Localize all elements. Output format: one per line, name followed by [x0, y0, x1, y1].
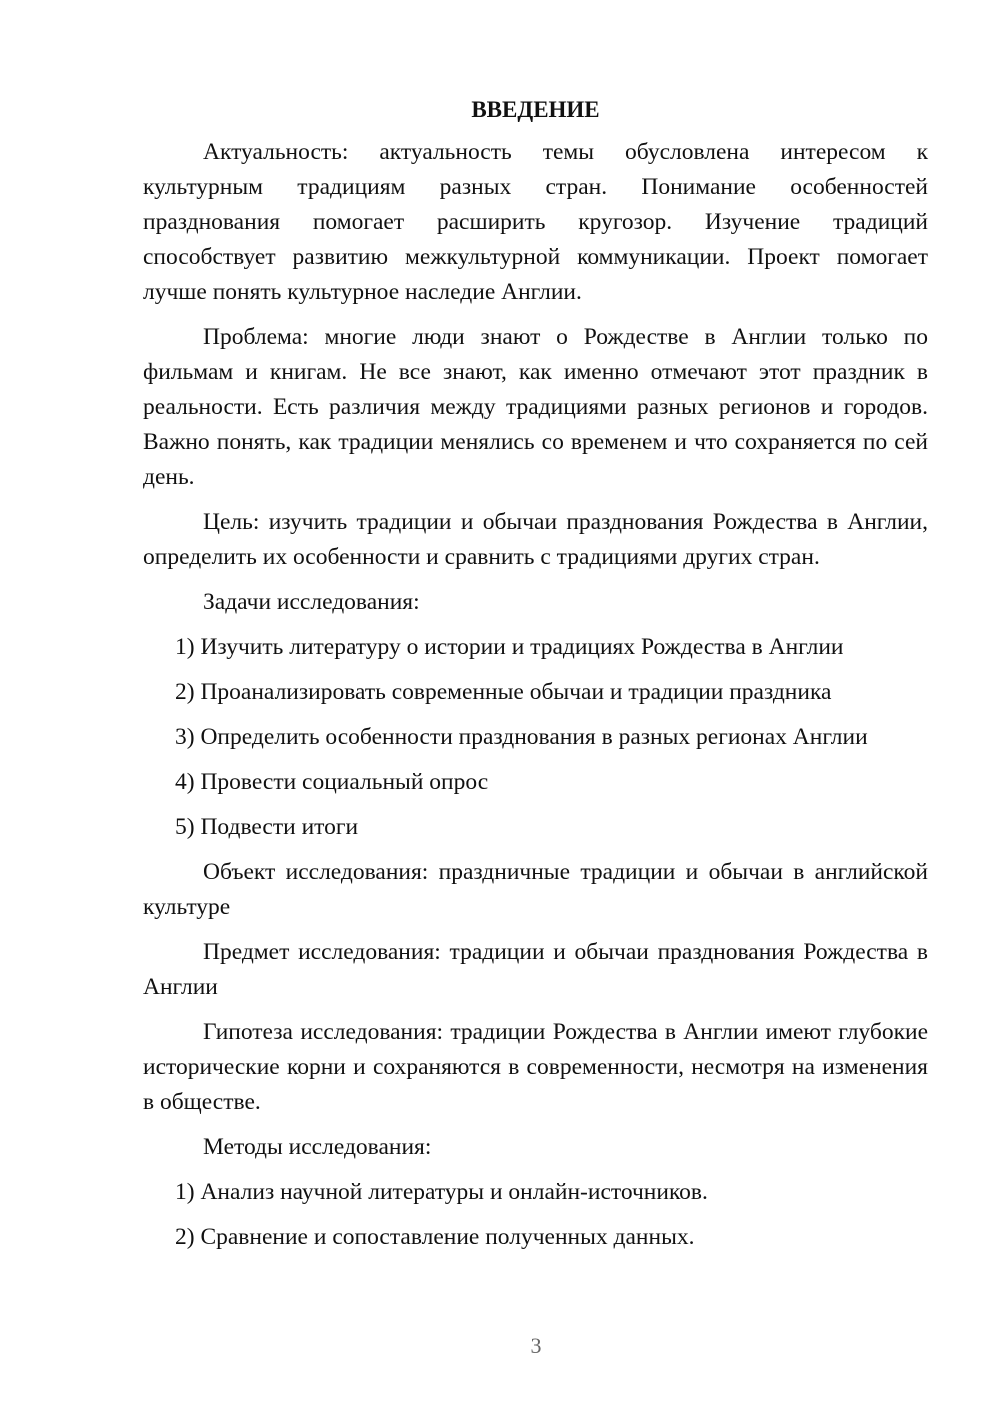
- methods-heading: Методы исследования:: [203, 1134, 432, 1160]
- task-item: 1) Изучить литературу о истории и традициях Рождества в Англии: [175, 634, 844, 660]
- task-item: 4) Провести социальный опрос: [175, 769, 489, 795]
- relevance-paragraph: Актуальность: актуальность темы обусловлена интересом к культурным традициям разных стран. Понимание особенностей празднования помогает расширить кругозор. Изучение традиций способствует развитию межкультурной коммуникации. Проект помогает лучше понять культурное наследие Англии.: [143, 139, 928, 305]
- section-title: ВВЕДЕНИЕ: [471, 97, 600, 122]
- goal-paragraph: Цель: изучить традиции и обычаи празднования Рождества в Англии, определить их особенности и сравнить с традициями других стран.: [143, 509, 928, 570]
- subject-paragraph: Предмет исследования: традиции и обычаи празднования Рождества в Англии: [143, 939, 928, 1000]
- tasks-heading: Задачи исследования:: [203, 589, 420, 615]
- task-item: 2) Проанализировать современные обычаи и традиции праздника: [175, 679, 832, 705]
- task-item: 3) Определить особенности празднования в разных регионах Англии: [175, 724, 868, 750]
- task-item: 5) Подвести итоги: [175, 814, 359, 840]
- method-item: 1) Анализ научной литературы и онлайн-источников.: [175, 1179, 708, 1205]
- page-number: 3: [530, 1333, 542, 1358]
- object-paragraph: Объект исследования: праздничные традиции и обычаи в английской культуре: [143, 859, 928, 920]
- page-content: [143, 92, 928, 1265]
- hypothesis-paragraph: Гипотеза исследования: традиции Рождества в Англии имеют глубокие исторические корни и сохраняются в современности, несмотря на изменения в обществе.: [143, 1019, 928, 1115]
- method-item: 2) Сравнение и сопоставление полученных данных.: [175, 1224, 695, 1250]
- problem-paragraph: Проблема: многие люди знают о Рождестве в Англии только по фильмам и книгам. Не все знают, как именно отмечают этот праздник в реальности. Есть различия между традициями разных регионов и городов. Важно понять, как традиции менялись со временем и что сохраняется по сей день.: [143, 324, 928, 490]
